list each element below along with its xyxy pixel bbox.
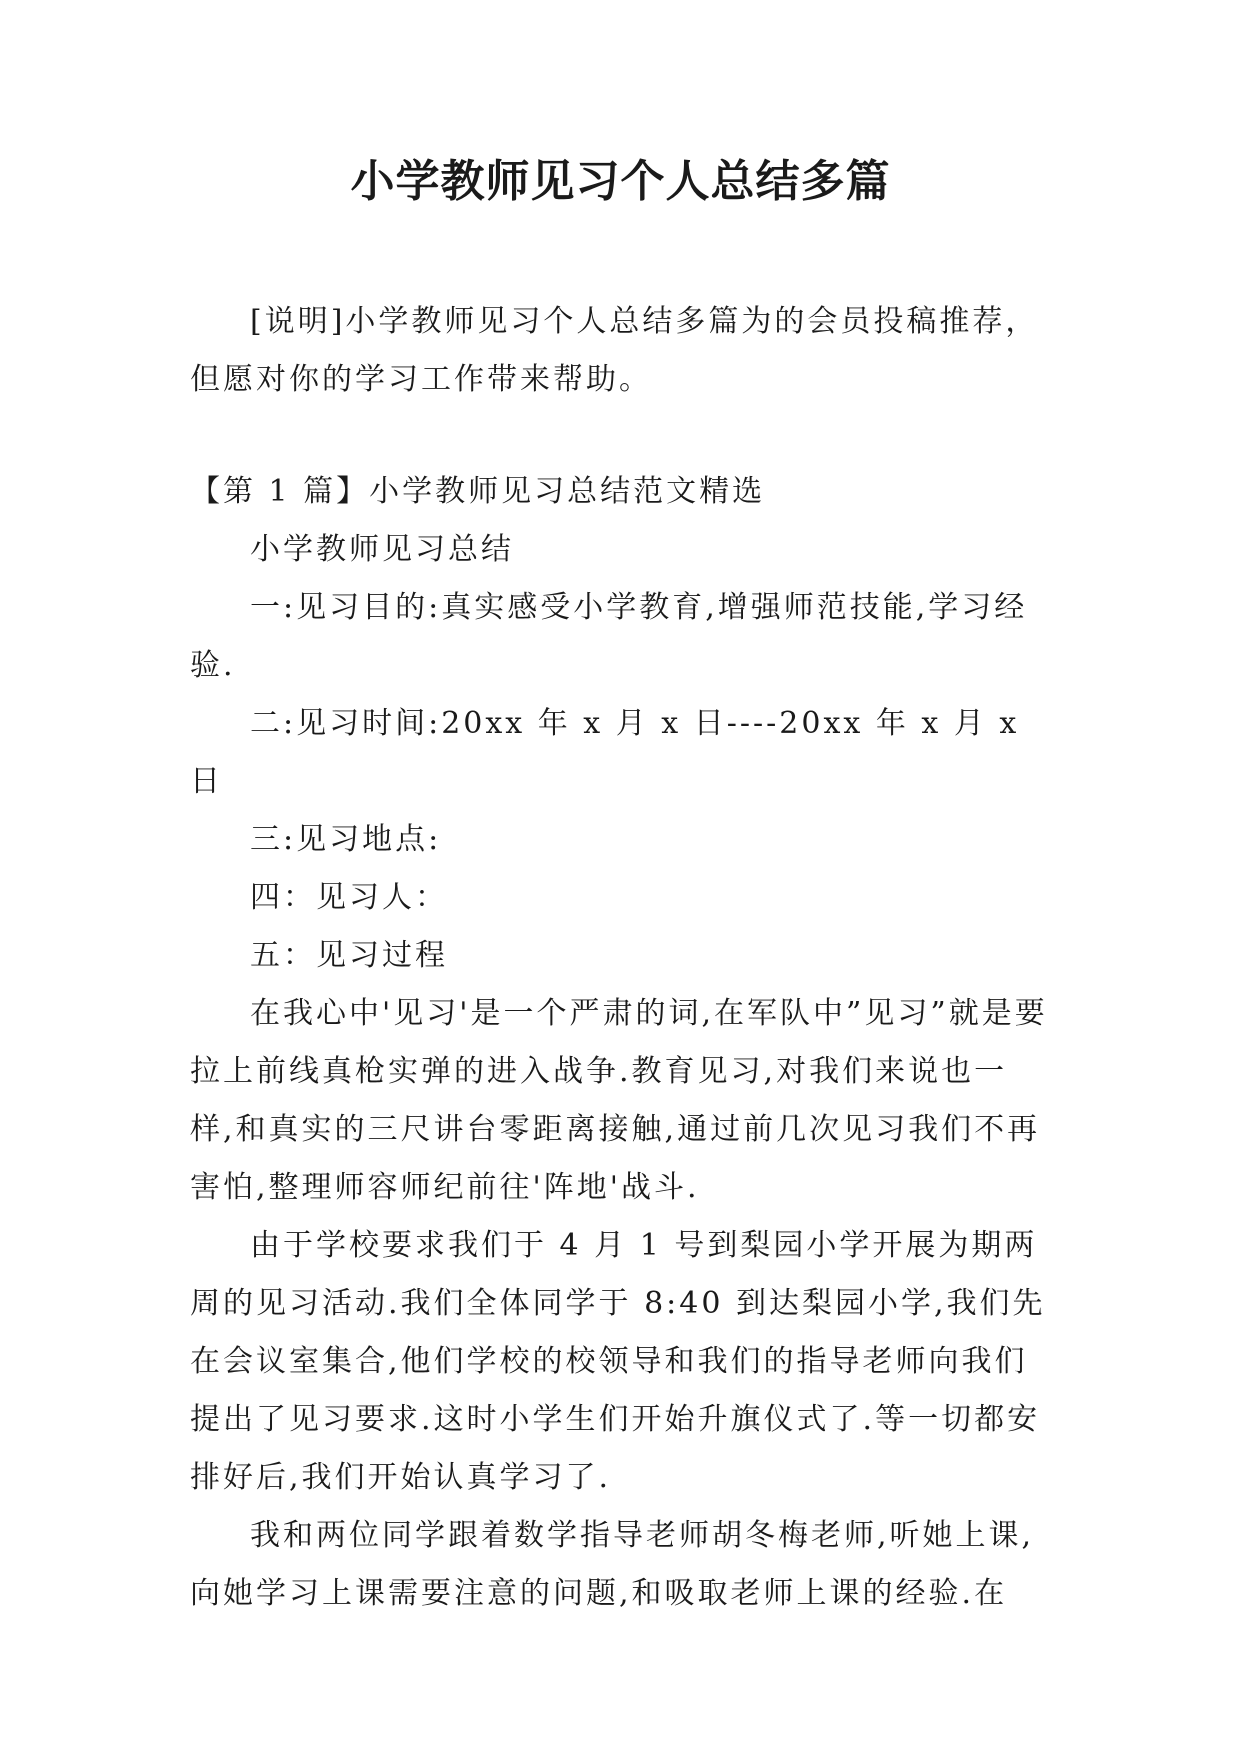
paragraph-process: 五：见习过程 bbox=[250, 938, 448, 973]
paragraph-location: 三:见习地点: bbox=[250, 822, 442, 857]
article-subtitle: 小学教师见习总结 bbox=[250, 532, 514, 567]
paragraph-time: 二:见习时间:20xx 年 x 月 x 日----20xx 年 x 月 x 日 bbox=[190, 706, 1020, 799]
intro-paragraph: [说明]小学教师见习个人总结多篇为的会员投稿推荐，但愿对你的学习工作带来帮助。 bbox=[190, 304, 1039, 397]
body-paragraph: 我和两位同学跟着数学指导老师胡冬梅老师,听她上课,向她学习上课需要注意的问题,和吸取老师上课的经验.在 bbox=[190, 1518, 1035, 1611]
intro-section bbox=[190, 293, 1050, 409]
article-body bbox=[190, 463, 1050, 1623]
body-paragraph: 由于学校要求我们于 4 月 1 号到梨园小学开展为期两周的见习活动.我们全体同学于 8:40 到达梨园小学,我们先在会议室集合,他们学校的校领导和我们的指导老师向我们提出了见习要求.这时小学生们开始升旗仪式了.等一切都安排好后,我们开始认真学习了. bbox=[190, 1228, 1046, 1495]
body-paragraph: 在我心中'见习'是一个严肃的词,在军队中”见习”就是要拉上前线真枪实弹的进入战争.教育见习,对我们来说也一样,和真实的三尺讲台零距离接触,通过前几次见习我们不再害怕,整理师容师纪前往'阵地'战斗. bbox=[190, 996, 1048, 1205]
paragraph-purpose: 一:见习目的:真实感受小学教育,增强师范技能,学习经验. bbox=[190, 590, 1028, 683]
section-heading: 【第 1 篇】小学教师见习总结范文精选 bbox=[190, 474, 766, 509]
document-title: 小学教师见习个人总结多篇 bbox=[350, 156, 891, 207]
paragraph-person: 四：见习人： bbox=[250, 880, 448, 915]
